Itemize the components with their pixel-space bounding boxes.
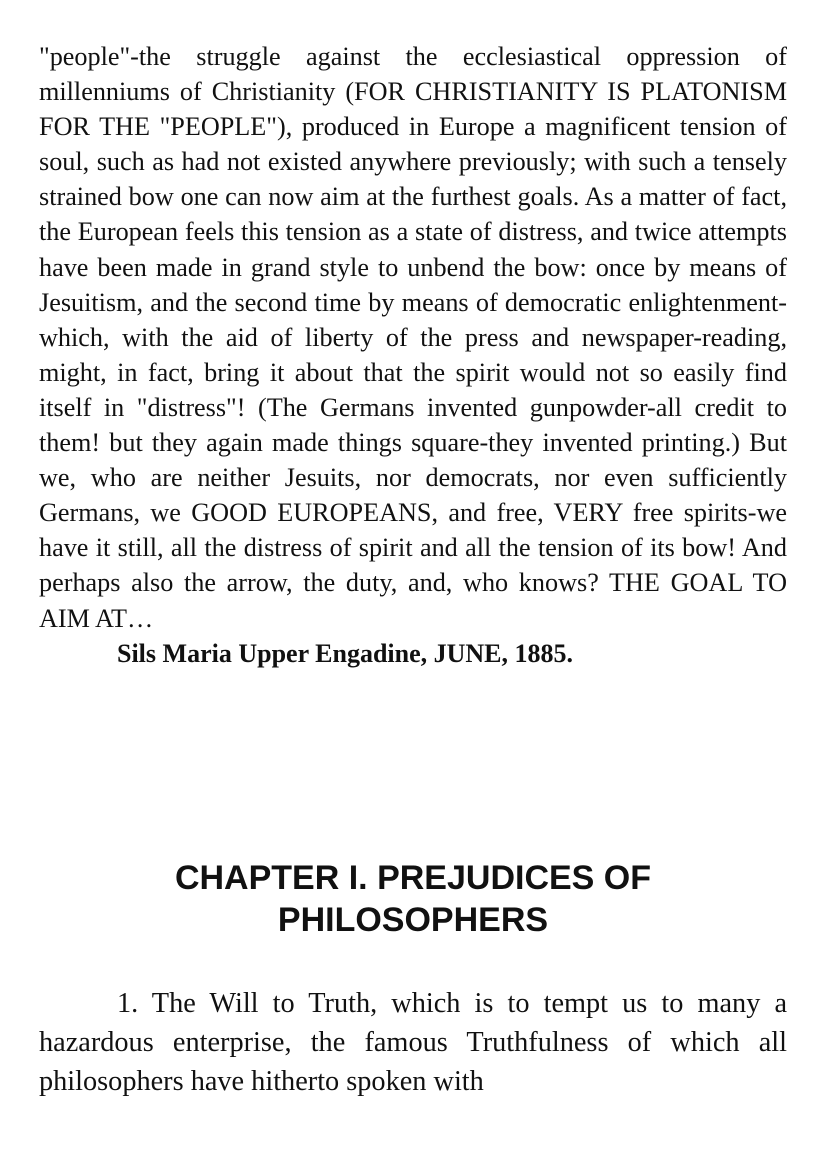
page-content <box>39 39 787 1097</box>
chapter-title-line-2: PHILOSOPHERS <box>277 901 549 939</box>
intro-paragraph: "people"-the struggle against the ecclesiastical oppression of millenniums of Christianity (FOR CHRISTIANITY IS PLATONISM FOR THE "PEOPLE"), produced in Europe a magnificent tension of soul, such as had not existed anywhere previously; with such a tensely strained bow one can now aim at the furthest goals. As a matter of fact, the European feels this tension as a state of distress, and twice attempts have been made in grand style to unbend the bow: once by means of Jesuitism, and the second time by means of democratic enlightenment-which, with the aid of liberty of the press and newspaper-reading, might, in fact, bring it about that the spirit would not so easily find itself in "distress"! (The Germans invented gunpowder-all credit to them! but they again made things square-they invented printing.) But we, who are neither Jesuits, nor democrats, nor even sufficiently Germans, we GOOD EUROPEANS, and free, VERY free spirits-we have it still, all the distress of spirit and all the tension of its bow! And perhaps also the arrow, the duty, and, who knows? THE GOAL TO AIM AT… <box>39 42 787 633</box>
chapter-title-line-1: CHAPTER I. PREJUDICES OF <box>174 859 652 897</box>
section-1-paragraph: 1. The Will to Truth, which is to tempt us to many a hazardous enterprise, the famous Truthfulness of which all philosophers have hitherto spoken with <box>39 988 787 1097</box>
signature-line: Sils Maria Upper Engadine, JUNE, 1885. <box>117 638 574 668</box>
chapter-title <box>39 857 787 941</box>
